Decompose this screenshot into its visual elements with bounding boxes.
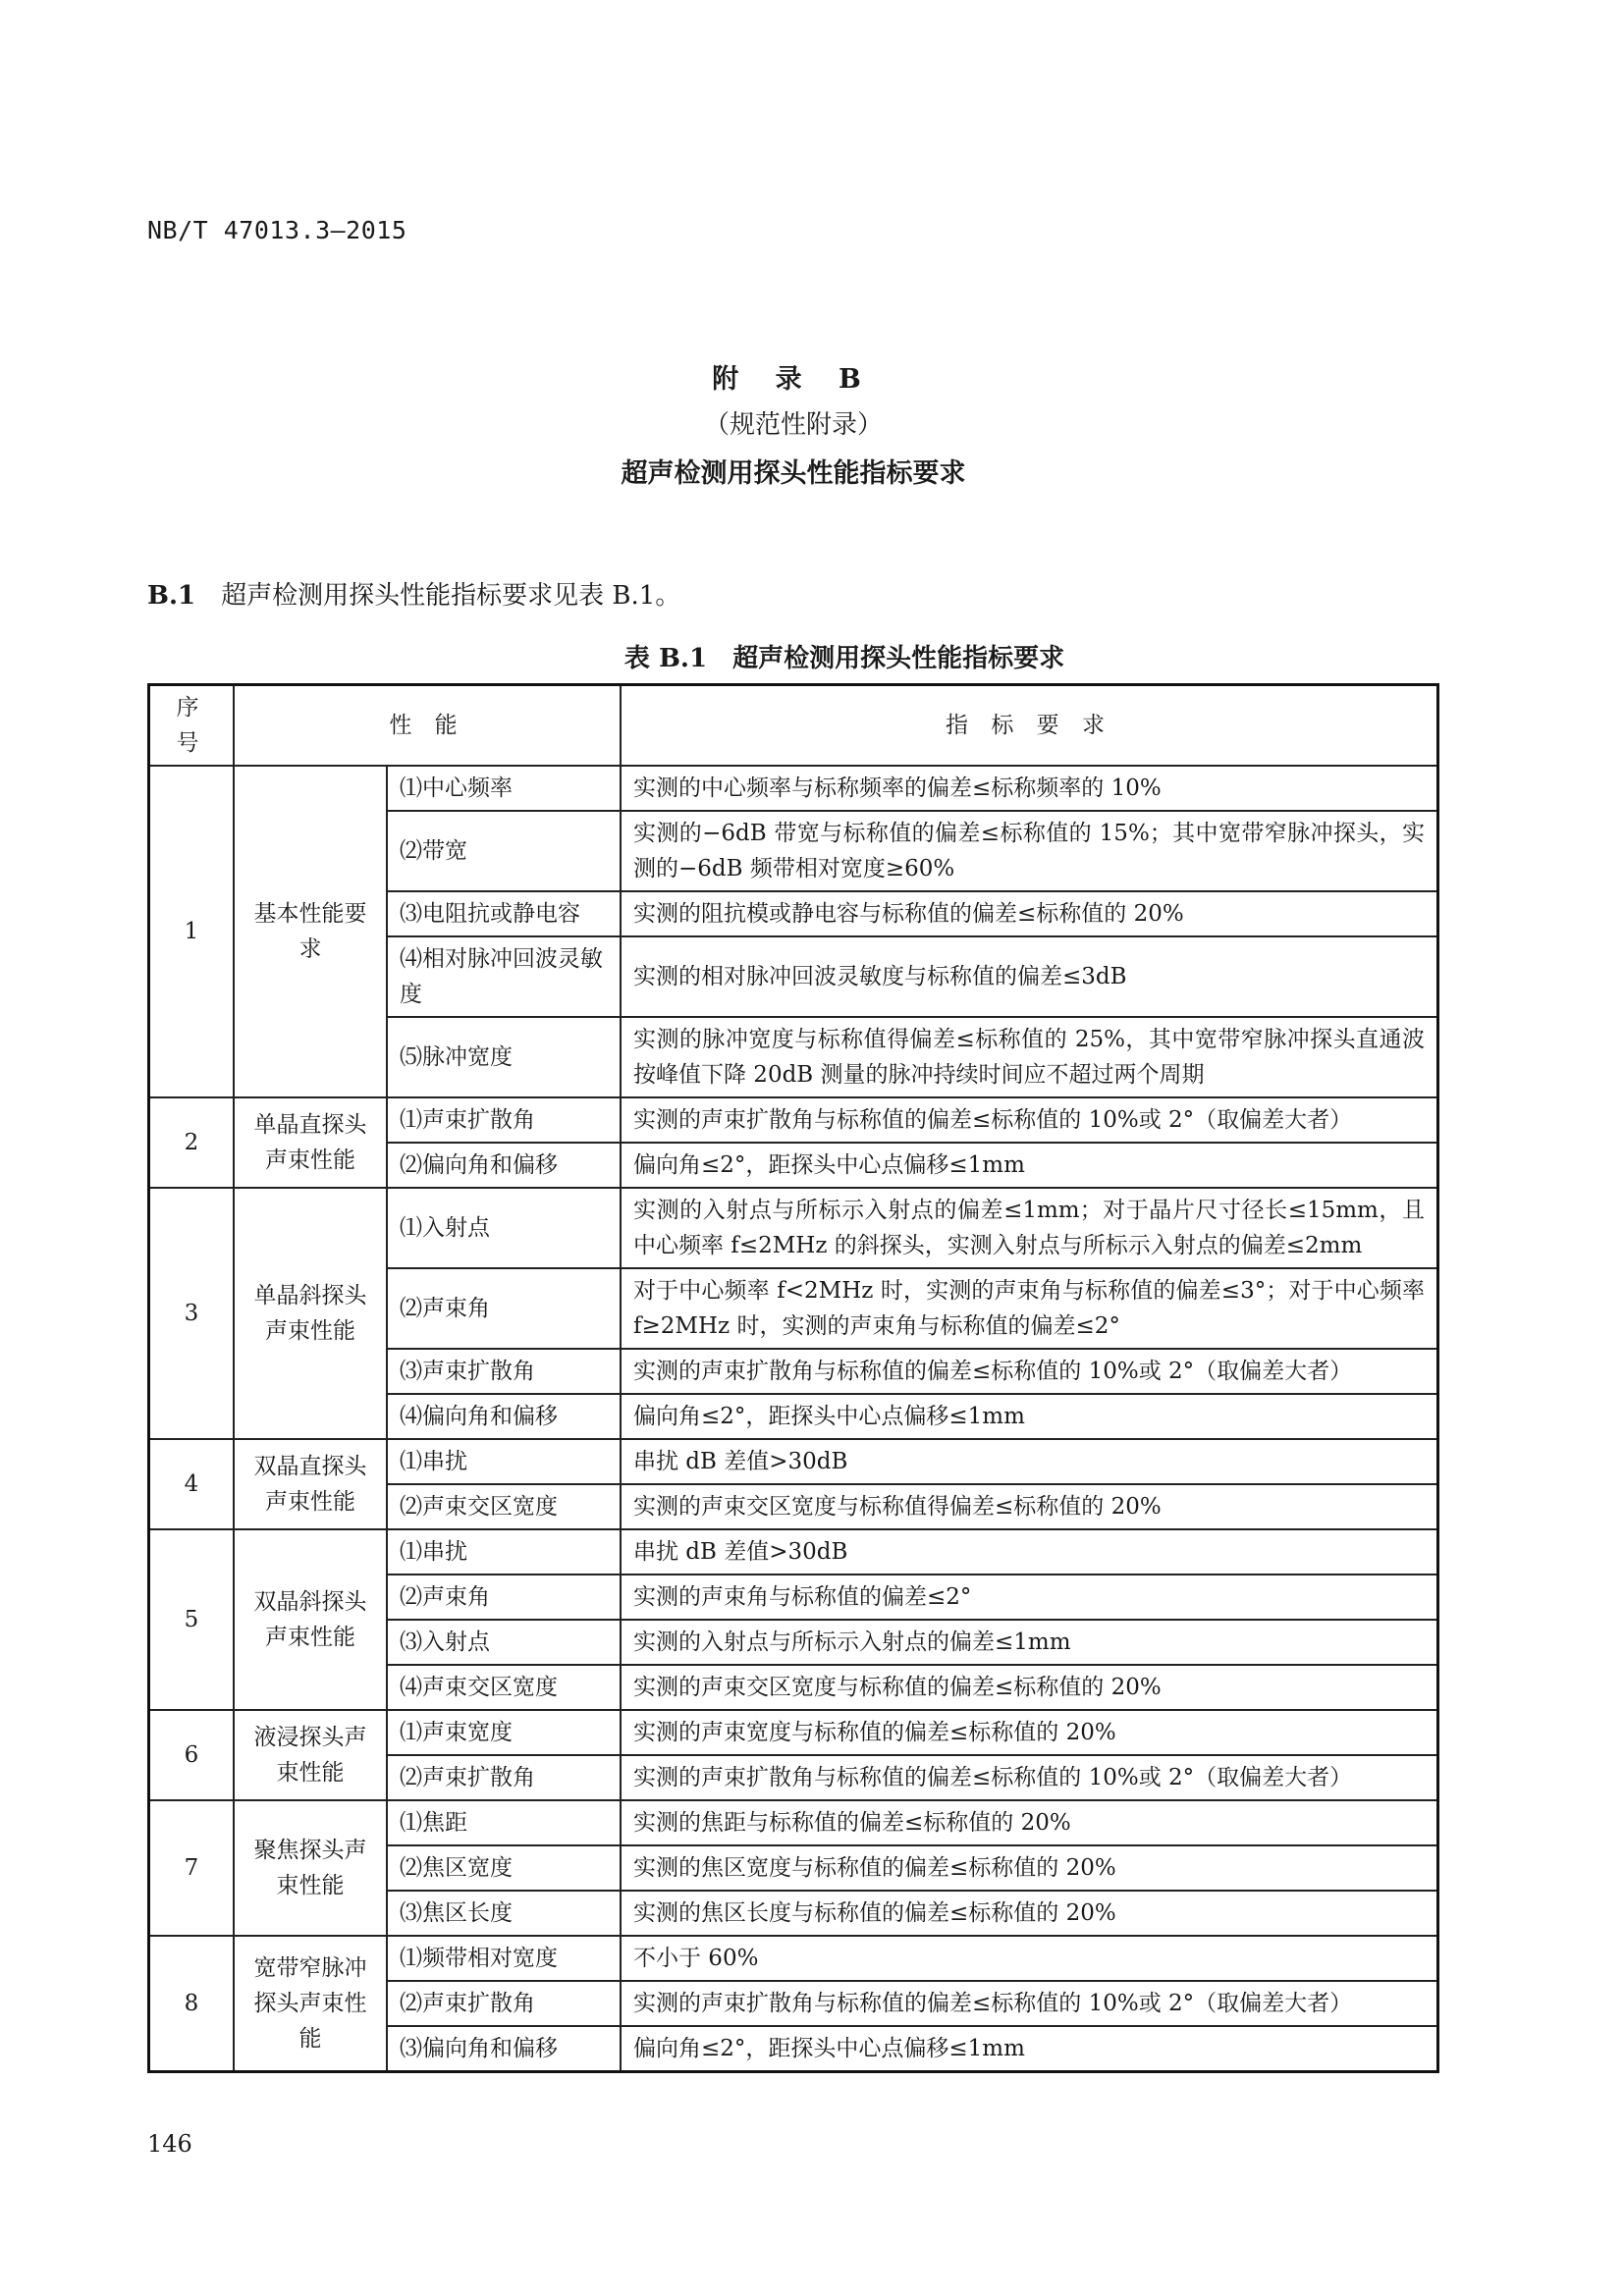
performance-category: 双晶斜探头声束性能 [234,1529,387,1710]
performance-item: ⑶入射点 [387,1620,621,1665]
performance-item: ⑴频带相对宽度 [387,1936,621,1981]
requirement-text: 实测的焦距与标称值的偏差≤标称值的 20% [621,1800,1438,1845]
performance-item: ⑴中心频率 [387,766,621,811]
performance-category: 单晶直探头声束性能 [234,1097,387,1188]
performance-category: 聚焦探头声束性能 [234,1800,387,1936]
clause-number: B.1 [147,581,196,611]
table-caption-title: 超声检测用探头性能指标要求 [732,644,1065,673]
requirement-text: 实测的声束扩散角与标称值的偏差≤标称值的 10%或 2°（取偏差大者） [621,1755,1438,1800]
performance-category: 液浸探头声束性能 [234,1710,387,1800]
requirement-text: 实测的声束角与标称值的偏差≤2° [621,1575,1438,1620]
table-caption [0,638,1624,674]
clause-b1 [147,575,680,612]
standard-code: NB/T 47013.3—2015 [147,216,407,244]
table-row [149,1188,1438,1268]
row-number: 8 [149,1936,235,2072]
requirement-text: 实测的声束扩散角与标称值的偏差≤标称值的 10%或 2°（取偏差大者） [621,1097,1438,1143]
requirement-text: 实测的−6dB 带宽与标称值的偏差≤标称值的 15%；其中宽带窄脉冲探头，实测的−6dB 频带相对宽度≥60% [621,811,1438,891]
performance-category: 单晶斜探头声束性能 [234,1188,387,1439]
requirement-text: 串扰 dB 差值>30dB [621,1439,1438,1484]
table-row [149,1800,1438,1845]
probe-performance-table [147,683,1439,2073]
appendix-name: 超声检测用探头性能指标要求 [621,458,966,489]
appendix-title: 附 录 B [712,364,875,395]
requirement-text: 实测的相对脉冲回波灵敏度与标称值的偏差≤3dB [621,936,1438,1017]
performance-item: ⑵声束角 [387,1268,621,1349]
performance-item: ⑶偏向角和偏移 [387,2026,621,2072]
table-row [149,1529,1438,1575]
requirement-text: 实测的声束交区宽度与标称值的偏差≤标称值的 20% [621,1665,1438,1710]
requirement-text: 实测的入射点与所标示入射点的偏差≤1mm；对于晶片尺寸径长≤15mm，且中心频率 f≤2MHz 的斜探头，实测入射点与所标示入射点的偏差≤2mm [621,1188,1438,1268]
requirement-text: 实测的入射点与所标示入射点的偏差≤1mm [621,1620,1438,1665]
performance-item: ⑶焦区长度 [387,1891,621,1936]
performance-item: ⑴串扰 [387,1439,621,1484]
requirement-text: 对于中心频率 f<2MHz 时，实测的声束角与标称值的偏差≤3°；对于中心频率 f≥2MHz 时，实测的声束角与标称值的偏差≤2° [621,1268,1438,1349]
requirement-text: 实测的声束扩散角与标称值的偏差≤标称值的 10%或 2°（取偏差大者） [621,1981,1438,2026]
appendix-type: （规范性附录） [703,410,883,440]
performance-item: ⑵声束扩散角 [387,1755,621,1800]
performance-item: ⑸脉冲宽度 [387,1017,621,1097]
table-caption-number: 表 B.1 [623,644,708,673]
table-row [149,1097,1438,1143]
table-row [149,1439,1438,1484]
requirement-text: 偏向角≤2°，距探头中心点偏移≤1mm [621,1143,1438,1188]
header-no: 序号 [149,685,235,767]
table-header-row [149,685,1438,767]
performance-item: ⑵声束交区宽度 [387,1484,621,1529]
requirement-text: 偏向角≤2°，距探头中心点偏移≤1mm [621,2026,1438,2072]
performance-item: ⑵声束角 [387,1575,621,1620]
table-row [149,1710,1438,1755]
table-row [149,1936,1438,1981]
performance-item: ⑷声束交区宽度 [387,1665,621,1710]
requirement-text: 实测的声束宽度与标称值的偏差≤标称值的 20% [621,1710,1438,1755]
row-number: 4 [149,1439,235,1529]
header-performance: 性 能 [234,685,621,767]
performance-item: ⑴入射点 [387,1188,621,1268]
requirement-text: 实测的声束扩散角与标称值的偏差≤标称值的 10%或 2°（取偏差大者） [621,1349,1438,1394]
requirement-text: 实测的焦区长度与标称值的偏差≤标称值的 20% [621,1891,1438,1936]
row-number: 5 [149,1529,235,1710]
row-number: 7 [149,1800,235,1936]
performance-item: ⑷偏向角和偏移 [387,1394,621,1439]
row-number: 3 [149,1188,235,1439]
performance-item: ⑵带宽 [387,811,621,891]
clause-text: 超声检测用探头性能指标要求见表 B.1。 [221,581,681,611]
performance-item: ⑴声束宽度 [387,1710,621,1755]
requirement-text: 实测的焦区宽度与标称值的偏差≤标称值的 20% [621,1845,1438,1891]
requirement-text: 实测的脉冲宽度与标称值得偏差≤标称值的 25%，其中宽带窄脉冲探头直通波按峰值下降 20dB 测量的脉冲持续时间应不超过两个周期 [621,1017,1438,1097]
performance-category: 宽带窄脉冲探头声束性能 [234,1936,387,2072]
performance-item: ⑶电阻抗或静电容 [387,891,621,936]
requirement-text: 实测的阻抗模或静电容与标称值的偏差≤标称值的 20% [621,891,1438,936]
requirement-text: 偏向角≤2°，距探头中心点偏移≤1mm [621,1394,1438,1439]
performance-category: 双晶直探头声束性能 [234,1439,387,1529]
performance-item: ⑵焦区宽度 [387,1845,621,1891]
performance-item: ⑷相对脉冲回波灵敏度 [387,936,621,1017]
performance-item: ⑴串扰 [387,1529,621,1575]
performance-item: ⑵声束扩散角 [387,1981,621,2026]
requirement-text: 实测的中心频率与标称频率的偏差≤标称频率的 10% [621,766,1438,811]
header-requirement: 指 标 要 求 [621,685,1438,767]
performance-item: ⑴焦距 [387,1800,621,1845]
row-number: 2 [149,1097,235,1188]
requirement-text: 实测的声束交区宽度与标称值得偏差≤标称值的 20% [621,1484,1438,1529]
performance-category: 基本性能要求 [234,766,387,1097]
table-row [149,766,1438,811]
performance-item: ⑵偏向角和偏移 [387,1143,621,1188]
row-number: 6 [149,1710,235,1800]
requirement-text: 不小于 60% [621,1936,1438,1981]
performance-item: ⑴声束扩散角 [387,1097,621,1143]
performance-item: ⑶声束扩散角 [387,1349,621,1394]
requirement-text: 串扰 dB 差值>30dB [621,1529,1438,1575]
row-number: 1 [149,766,235,1097]
page-number: 146 [147,2130,192,2158]
